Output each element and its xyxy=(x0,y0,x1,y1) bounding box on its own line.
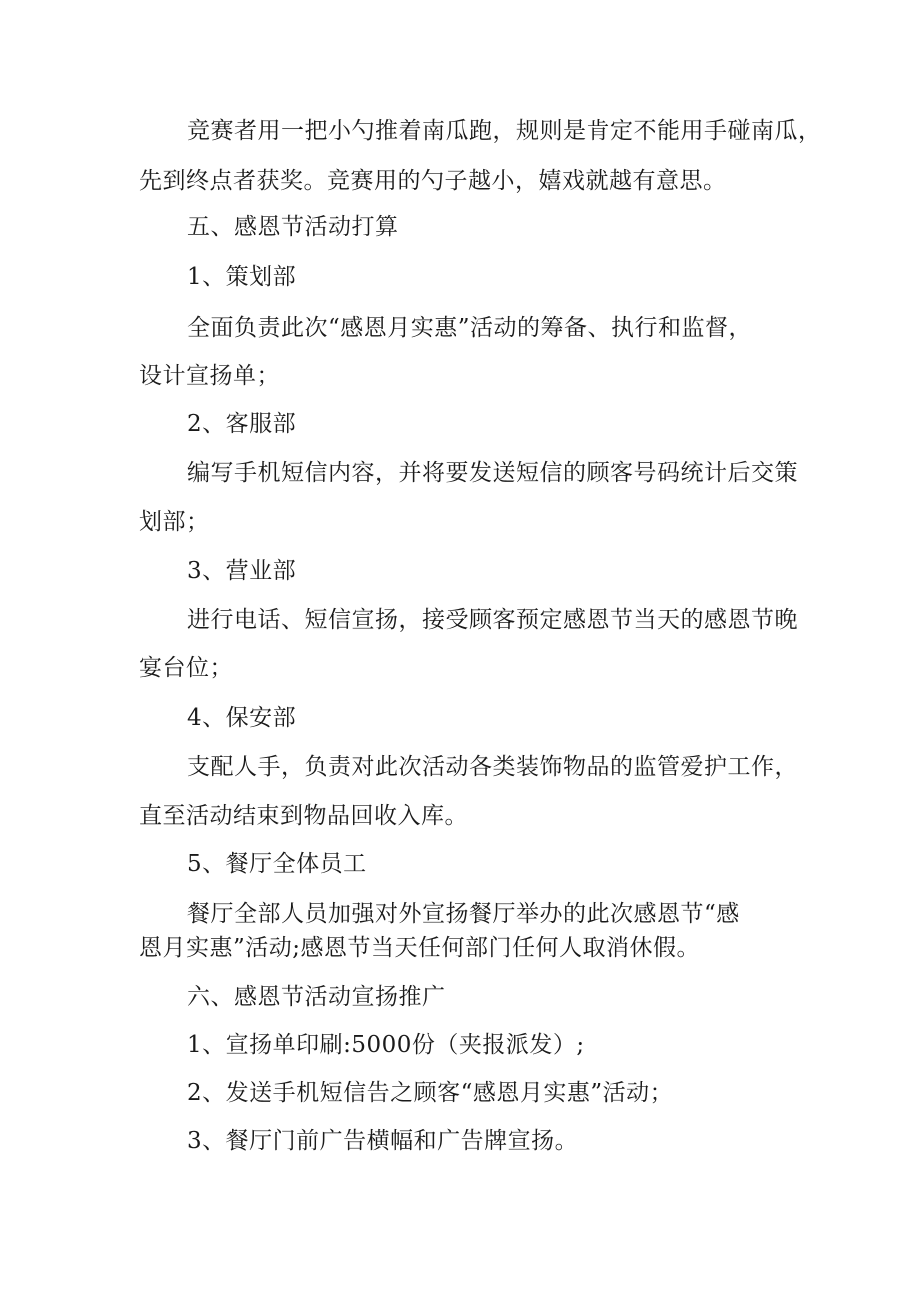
section-heading: 六、感恩节活动宣扬推广 xyxy=(187,984,446,1010)
paragraph-line: 编写手机短信内容，并将要发送短信的顾客号码统计后交策 xyxy=(187,460,798,486)
item-heading: 5、餐厅全体员工 xyxy=(187,851,367,877)
paragraph-line: 全面负责此次“感恩月实惠”活动的筹备、执行和监督， xyxy=(187,315,753,341)
paragraph-line: 宴台位； xyxy=(139,655,233,681)
item-heading: 2、客服部 xyxy=(187,411,297,437)
item-heading: 4、保安部 xyxy=(187,705,297,731)
paragraph-line: 设计宣扬单； xyxy=(139,363,280,389)
paragraph-line: 支配人手，负责对此次活动各类装饰物品的监管爱护工作， xyxy=(187,754,798,780)
item-heading: 1、策划部 xyxy=(187,264,297,290)
paragraph-line: 餐厅全部人员加强对外宣扬餐厅举办的此次感恩节“感 xyxy=(187,901,740,927)
item-heading: 3、营业部 xyxy=(187,558,297,584)
paragraph-line: 先到终点者获奖。竞赛用的勺子越小，嬉戏就越有意思。 xyxy=(139,168,727,194)
list-item: 1、宣扬单印刷:5000份（夹报派发）; xyxy=(187,1032,585,1058)
paragraph-line: 直至活动结束到物品回收入库。 xyxy=(139,803,468,829)
list-item: 2、发送手机短信告之顾客“感恩月实惠”活动； xyxy=(187,1080,674,1106)
paragraph-line: 恩月实惠”活动;感恩节当天任何部门任何人取消休假。 xyxy=(139,935,701,961)
list-item: 3、餐厅门前广告横幅和广告牌宣扬。 xyxy=(187,1128,579,1154)
section-heading: 五、感恩节活动打算 xyxy=(187,214,399,240)
paragraph-line: 划部； xyxy=(139,509,210,535)
paragraph-line: 进行电话、短信宣扬，接受顾客预定感恩节当天的感恩节晚 xyxy=(187,607,798,633)
paragraph-line: 竞赛者用一把小勺推着南瓜跑，规则是肯定不能用手碰南瓜， xyxy=(187,118,822,144)
